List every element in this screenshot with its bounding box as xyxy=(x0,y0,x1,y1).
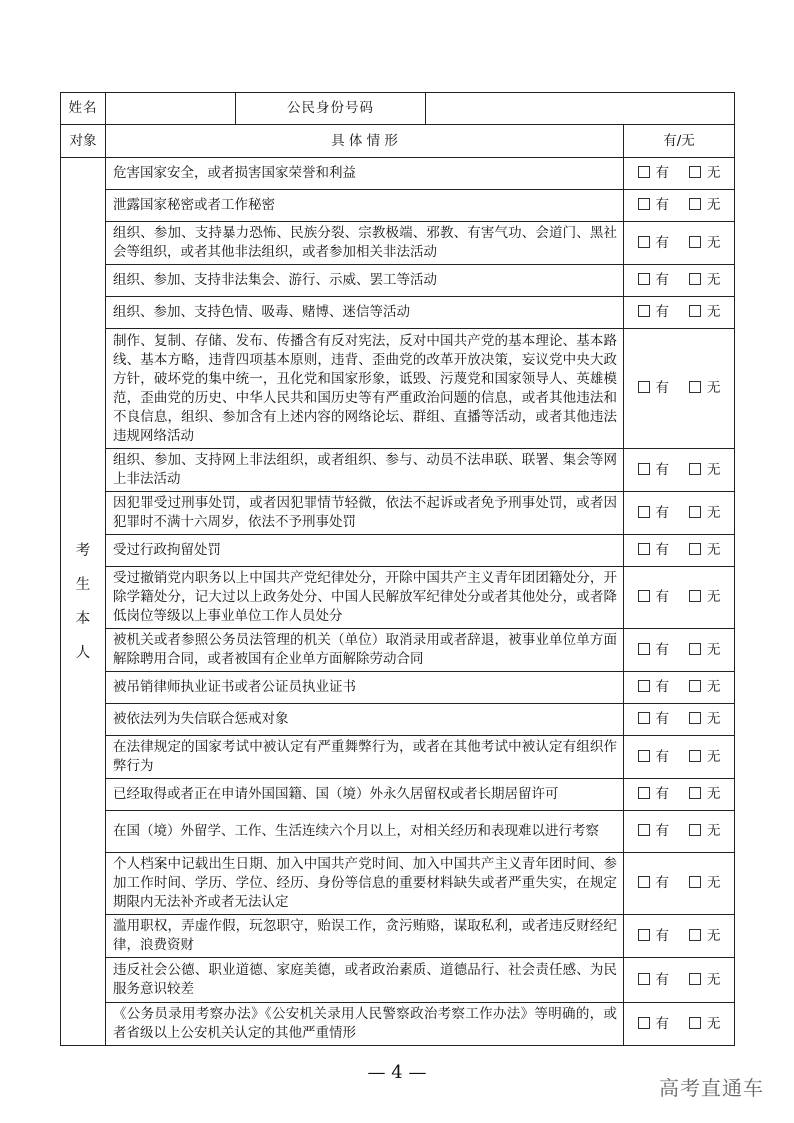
yes-no-cell xyxy=(624,672,735,704)
situation-text: 受过撤销党内职务以上中国共产党纪律处分，开除中国共产主义青年团团籍处分，开除学籍处分，记大过以上政务处分、中国人民解放军纪律处分或者其他处分，或者降低岗位等级以上事业单位工作人员处分 xyxy=(106,567,624,629)
option-no[interactable] xyxy=(689,588,721,607)
checkbox-yes[interactable] xyxy=(638,506,650,518)
yes-no-cell xyxy=(624,779,735,811)
checkbox-no[interactable] xyxy=(689,824,701,836)
checkbox-yes[interactable] xyxy=(638,643,650,655)
checkbox-yes[interactable] xyxy=(638,929,650,941)
yes-no-cell xyxy=(624,629,735,672)
yes-no-cell xyxy=(624,535,735,567)
situation-text: 泄露国家秘密或者工作秘密 xyxy=(106,190,624,222)
option-yes[interactable] xyxy=(638,822,670,841)
situation-text: 在国（境）外留学、工作、生活连续六个月以上，对相关经历和表现难以进行考察 xyxy=(106,811,624,853)
option-no[interactable] xyxy=(689,710,721,729)
option-label-no: 无 xyxy=(707,504,721,521)
option-label-yes: 有 xyxy=(655,641,669,658)
option-yes[interactable] xyxy=(638,588,670,607)
subject-label-char: 生 xyxy=(75,576,91,593)
yes-no-cell xyxy=(624,265,735,297)
column-header-row xyxy=(61,125,735,158)
table-row xyxy=(61,265,735,297)
option-yes[interactable] xyxy=(638,234,670,253)
option-label-no: 无 xyxy=(707,197,721,213)
option-yes[interactable] xyxy=(638,196,670,215)
checkbox-no[interactable] xyxy=(689,680,701,692)
situation-text: 被机关或者参照公务员法管理的机关（单位）取消录用或者辞退，被事业单位单方面解除聘用合同，或者被国有企业单方面解除劳动合同 xyxy=(106,629,624,672)
option-label-yes: 有 xyxy=(655,971,669,988)
subject-label-char: 考 xyxy=(75,542,91,559)
option-no[interactable] xyxy=(689,504,721,523)
option-yes[interactable] xyxy=(638,641,670,660)
option-no[interactable] xyxy=(689,927,721,946)
option-label-yes: 有 xyxy=(655,165,669,181)
option-label-yes: 有 xyxy=(655,304,669,320)
checkbox-no[interactable] xyxy=(689,1017,701,1029)
checkbox-no[interactable] xyxy=(689,590,701,602)
checkbox-yes[interactable] xyxy=(638,876,650,888)
option-yes[interactable] xyxy=(638,164,670,183)
yes-no-cell xyxy=(624,811,735,853)
situation-text: 危害国家安全，或者损害国家荣誉和利益 xyxy=(106,158,624,190)
id-number-field[interactable] xyxy=(426,93,735,125)
situation-text: 违反社会公德、职业道德、家庭美德，或者政治素质、道德品行、社会责任感、为民服务意识较差 xyxy=(106,958,624,1003)
option-no[interactable] xyxy=(689,461,721,480)
option-label-yes: 有 xyxy=(655,875,669,891)
table-row xyxy=(61,958,735,1003)
yes-no-cell xyxy=(624,190,735,222)
option-label-yes: 有 xyxy=(655,380,669,396)
option-label-yes: 有 xyxy=(655,927,669,944)
subject-label-char: 人 xyxy=(75,644,91,661)
yes-no-cell xyxy=(624,958,735,1003)
table-row xyxy=(61,736,735,779)
option-label-yes: 有 xyxy=(655,234,669,251)
subject-label-char: 本 xyxy=(75,610,91,627)
checkbox-yes[interactable] xyxy=(638,824,650,836)
situation-text: 被依法列为失信联合惩戒对象 xyxy=(106,704,624,736)
option-yes[interactable] xyxy=(638,678,670,697)
table-row xyxy=(61,672,735,704)
table-row xyxy=(61,915,735,958)
situation-text: 组织、参加、支持网上非法组织，或者组织、参与、动员不法串联、联署、集会等网上非法活动 xyxy=(106,449,624,492)
situation-text: 受过行政拘留处罚 xyxy=(106,535,624,567)
table-row xyxy=(61,629,735,672)
checkbox-yes[interactable] xyxy=(638,463,650,475)
option-no[interactable] xyxy=(689,164,721,183)
name-field[interactable] xyxy=(106,93,236,125)
checkbox-no[interactable] xyxy=(689,643,701,655)
checkbox-no[interactable] xyxy=(689,876,701,888)
checkbox-no[interactable] xyxy=(689,712,701,724)
checkbox-yes[interactable] xyxy=(638,236,650,248)
review-form xyxy=(60,92,734,1046)
option-label-no: 无 xyxy=(707,971,721,988)
situation-text: 个人档案中记载出生日期、加入中国共产党时间、加入中国共产主义青年团时间、参加工作时间、学历、学位、经历、身份等信息的重要材料缺失或者严重失实，在规定期限内无法补齐或者无法认定 xyxy=(106,853,624,915)
table-row xyxy=(61,1003,735,1046)
option-no[interactable] xyxy=(689,641,721,660)
table-row xyxy=(61,492,735,535)
option-no[interactable] xyxy=(689,785,721,804)
checkbox-yes[interactable] xyxy=(638,680,650,692)
checkbox-no[interactable] xyxy=(689,305,701,317)
option-label-yes: 有 xyxy=(655,823,669,839)
checkbox-yes[interactable] xyxy=(638,750,650,762)
situation-text: 因犯罪受过刑事处罚，或者因犯罪情节轻微，依法不起诉或者免予刑事处罚，或者因犯罪时不满十六周岁，依法不予刑事处罚 xyxy=(106,492,624,535)
checkbox-no[interactable] xyxy=(689,506,701,518)
option-yes[interactable] xyxy=(638,971,670,990)
yes-no-cell xyxy=(624,736,735,779)
option-label-no: 无 xyxy=(707,165,721,181)
yes-no-column-header: 有/无 xyxy=(624,125,735,158)
option-yes[interactable] xyxy=(638,504,670,523)
option-yes[interactable] xyxy=(638,874,670,893)
table-row xyxy=(61,158,735,190)
table-row xyxy=(61,811,735,853)
header-row xyxy=(61,93,735,125)
table-row xyxy=(61,567,735,629)
option-yes[interactable] xyxy=(638,785,670,804)
name-label: 姓名 xyxy=(61,93,106,125)
option-no[interactable] xyxy=(689,1015,721,1034)
checkbox-yes[interactable] xyxy=(638,273,650,285)
option-label-yes: 有 xyxy=(655,542,669,558)
checkbox-no[interactable] xyxy=(689,198,701,210)
situation-text: 组织、参加、支持色情、吸毒、赌博、迷信等活动 xyxy=(106,297,624,329)
table-row xyxy=(61,329,735,449)
option-label-yes: 有 xyxy=(655,504,669,521)
checkbox-yes[interactable] xyxy=(638,1017,650,1029)
option-label-yes: 有 xyxy=(655,1015,669,1032)
checkbox-no[interactable] xyxy=(689,543,701,555)
situation-text: 组织、参加、支持暴力恐怖、民族分裂、宗教极端、邪教、有害气功、会道门、黑社会等组织，或者其他非法组织，或者参加相关非法活动 xyxy=(106,222,624,265)
option-no[interactable] xyxy=(689,234,721,253)
option-no[interactable] xyxy=(689,678,721,697)
option-yes[interactable] xyxy=(638,461,670,480)
checkbox-yes[interactable] xyxy=(638,973,650,985)
situation-text: 在法律规定的国家考试中被认定有严重舞弊行为，或者在其他考试中被认定有组织作弊行为 xyxy=(106,736,624,779)
option-yes[interactable] xyxy=(638,541,670,560)
option-label-yes: 有 xyxy=(655,272,669,288)
option-label-no: 无 xyxy=(707,234,721,251)
situation-text: 制作、复制、存储、发布、传播含有反对宪法，反对中国共产党的基本理论、基本路线、基本方略，违背四项基本原则，违背、歪曲党的改革开放决策，妄议党中央大政方针，破坏党的集中统一，丑化党和国家形象，诋毁、污蔑党和国家领导人、英雄模范，歪曲党的历史、中华人民共和国历史等有严重政治问题的信息，或者其他违法和不良信息，组织、参加含有上述内容的网络论坛、群组、直播等活动，或者其他违法违规网络活动 xyxy=(106,329,624,449)
object-column-header: 对象 xyxy=(61,125,106,158)
yes-no-cell xyxy=(624,449,735,492)
option-label-yes: 有 xyxy=(655,197,669,213)
option-label-no: 无 xyxy=(707,589,721,605)
situation-text: 组织、参加、支持非法集会、游行、示威、罢工等活动 xyxy=(106,265,624,297)
table-row xyxy=(61,779,735,811)
option-no[interactable] xyxy=(689,196,721,215)
situation-text: 《公务员录用考察办法》《公安机关录用人民警察政治考察工作办法》等明确的，或者省级以上公安机关认定的其他严重情形 xyxy=(106,1003,624,1046)
checkbox-yes[interactable] xyxy=(638,305,650,317)
yes-no-cell xyxy=(624,297,735,329)
checkbox-no[interactable] xyxy=(689,166,701,178)
checkbox-no[interactable] xyxy=(689,787,701,799)
id-number-label: 公民身份号码 xyxy=(236,93,426,125)
option-no[interactable] xyxy=(689,379,721,398)
option-no[interactable] xyxy=(689,541,721,560)
option-label-yes: 有 xyxy=(655,589,669,605)
checkbox-yes[interactable] xyxy=(638,543,650,555)
option-label-no: 无 xyxy=(707,542,721,558)
situation-text: 滥用职权，弄虚作假，玩忽职守，贻误工作，贪污贿赂，谋取私利，或者违反财经纪律，浪费资财 xyxy=(106,915,624,958)
checkbox-no[interactable] xyxy=(689,973,701,985)
option-label-no: 无 xyxy=(707,875,721,891)
option-label-yes: 有 xyxy=(655,786,669,802)
option-label-no: 无 xyxy=(707,679,721,695)
option-no[interactable] xyxy=(689,748,721,767)
option-label-no: 无 xyxy=(707,304,721,320)
checkbox-no[interactable] xyxy=(689,463,701,475)
table-row xyxy=(61,190,735,222)
option-no[interactable] xyxy=(689,822,721,841)
option-yes[interactable] xyxy=(638,1015,670,1034)
option-label-no: 无 xyxy=(707,641,721,658)
checkbox-no[interactable] xyxy=(689,273,701,285)
option-label-yes: 有 xyxy=(655,679,669,695)
yes-no-cell xyxy=(624,915,735,958)
yes-no-cell xyxy=(624,704,735,736)
table-row xyxy=(61,222,735,265)
option-yes[interactable] xyxy=(638,927,670,946)
option-no[interactable] xyxy=(689,971,721,990)
option-label-no: 无 xyxy=(707,823,721,839)
table-row xyxy=(61,297,735,329)
checkbox-no[interactable] xyxy=(689,750,701,762)
situation-text: 被吊销律师执业证书或者公证员执业证书 xyxy=(106,672,624,704)
checkbox-yes[interactable] xyxy=(638,198,650,210)
checkbox-no[interactable] xyxy=(689,381,701,393)
option-no[interactable] xyxy=(689,271,721,290)
option-label-no: 无 xyxy=(707,748,721,765)
option-label-yes: 有 xyxy=(655,711,669,727)
yes-no-cell xyxy=(624,329,735,449)
option-no[interactable] xyxy=(689,874,721,893)
watermark: 高考直通车 xyxy=(659,1076,764,1100)
checkbox-yes[interactable] xyxy=(638,712,650,724)
option-yes[interactable] xyxy=(638,379,670,398)
situation-text: 已经取得或者正在申请外国国籍、国（境）外永久居留权或者长期居留许可 xyxy=(106,779,624,811)
option-label-no: 无 xyxy=(707,461,721,478)
yes-no-cell xyxy=(624,222,735,265)
yes-no-cell xyxy=(624,158,735,190)
option-yes[interactable] xyxy=(638,303,670,322)
table-row xyxy=(61,449,735,492)
option-label-no: 无 xyxy=(707,927,721,944)
option-label-yes: 有 xyxy=(655,748,669,765)
details-column-header: 具 体 情 形 xyxy=(106,125,624,158)
page-number: — 4 — xyxy=(367,1062,427,1083)
option-label-no: 无 xyxy=(707,380,721,396)
checkbox-yes[interactable] xyxy=(638,381,650,393)
yes-no-cell xyxy=(624,853,735,915)
yes-no-cell xyxy=(624,567,735,629)
checkbox-no[interactable] xyxy=(689,929,701,941)
table-row xyxy=(61,853,735,915)
review-table xyxy=(60,92,735,1046)
option-label-no: 无 xyxy=(707,786,721,802)
subject-cell xyxy=(61,158,106,1046)
option-label-no: 无 xyxy=(707,711,721,727)
option-yes[interactable] xyxy=(638,271,670,290)
option-yes[interactable] xyxy=(638,710,670,729)
yes-no-cell xyxy=(624,1003,735,1046)
yes-no-cell xyxy=(624,492,735,535)
checkbox-no[interactable] xyxy=(689,236,701,248)
table-row xyxy=(61,535,735,567)
option-label-yes: 有 xyxy=(655,461,669,478)
option-no[interactable] xyxy=(689,303,721,322)
option-label-no: 无 xyxy=(707,1015,721,1032)
option-label-no: 无 xyxy=(707,272,721,288)
option-yes[interactable] xyxy=(638,748,670,767)
checkbox-yes[interactable] xyxy=(638,166,650,178)
checkbox-yes[interactable] xyxy=(638,787,650,799)
table-row xyxy=(61,704,735,736)
checkbox-yes[interactable] xyxy=(638,590,650,602)
